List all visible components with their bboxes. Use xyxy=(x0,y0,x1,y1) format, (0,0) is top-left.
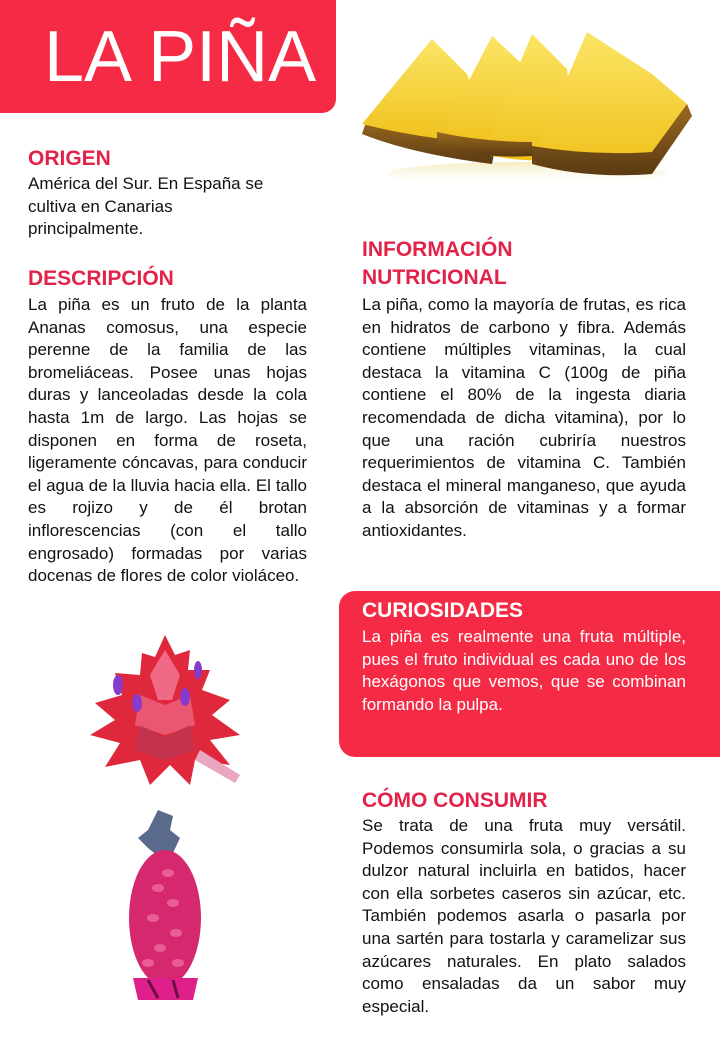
origen-line: América del Sur. En España se xyxy=(28,174,264,193)
nutricional-heading xyxy=(362,236,513,292)
origen-text xyxy=(28,173,328,241)
origen-line: principalmente. xyxy=(28,219,144,239)
pineapple-flower-image xyxy=(80,625,250,790)
origen-line: cultiva en Canarias xyxy=(28,196,173,216)
nutricional-text: La piña, como la mayoría de frutas, es rica en hidratos de carbono y fibra. Además contiene múltiples vitaminas, la cual destaca la vitamina C (100g de piña contiene el 80% de la ingesta diaria recomendada de dicha vitamina), por lo que una ración cubriría nuestros requerimientos de vitamina C. También destaca el mineral manganeso, que ayuda a la absorción de vitaminas y a formar antioxidantes. xyxy=(362,295,686,540)
curiosidades-text: La piña es realmente una fruta múltiple, pues el fruto individual es cada uno de los hexágonos que vemos, que se combinan formando la pulpa. xyxy=(362,627,686,714)
curiosidades-box xyxy=(339,591,720,757)
origen-heading: ORIGEN xyxy=(28,147,111,170)
como-consumir-text: Se trata de una fruta muy versátil. Podemos consumirla sola, o gracias a su dulzor natural incluirla en batidos, hacer con ella sorbetes caseros sin azúcar, etc. También podemos asarla o pasarla por una sartén para tostarla y caramelizar sus azúcares naturales. En plato salados como ensaladas da un sabor muy especial. xyxy=(362,816,686,1016)
page-title: LA PIÑA xyxy=(44,17,317,97)
descripcion-text: La piña es un fruto de la planta Ananas comosus, una especie perenne de la familia de las bromeliáceas. Posee unas hojas duras y lanceoladas desde la cola hasta 1m de largo. Las hojas se disponen en forma de roseta, ligeramente cóncavas, para conducir el agua de la lluvia hacia ella. El tallo es rojizo y de él brotan inflorescencias (con el tallo engrosado) formadas por varias docenas de flores de color violáceo. xyxy=(28,295,307,586)
curiosidades-heading: CURIOSIDADES xyxy=(362,599,524,622)
nutricional-heading-line1: INFORMACIÓN xyxy=(362,238,513,261)
descripcion-heading: DESCRIPCIÓN xyxy=(28,267,174,290)
pineapple-slices-image xyxy=(352,24,702,189)
nutricional-heading-line2: NUTRICIONAL xyxy=(362,266,507,289)
title-banner xyxy=(0,0,336,113)
como-consumir-heading: CÓMO CONSUMIR xyxy=(362,789,548,812)
pink-pineapple-image xyxy=(118,808,213,1003)
